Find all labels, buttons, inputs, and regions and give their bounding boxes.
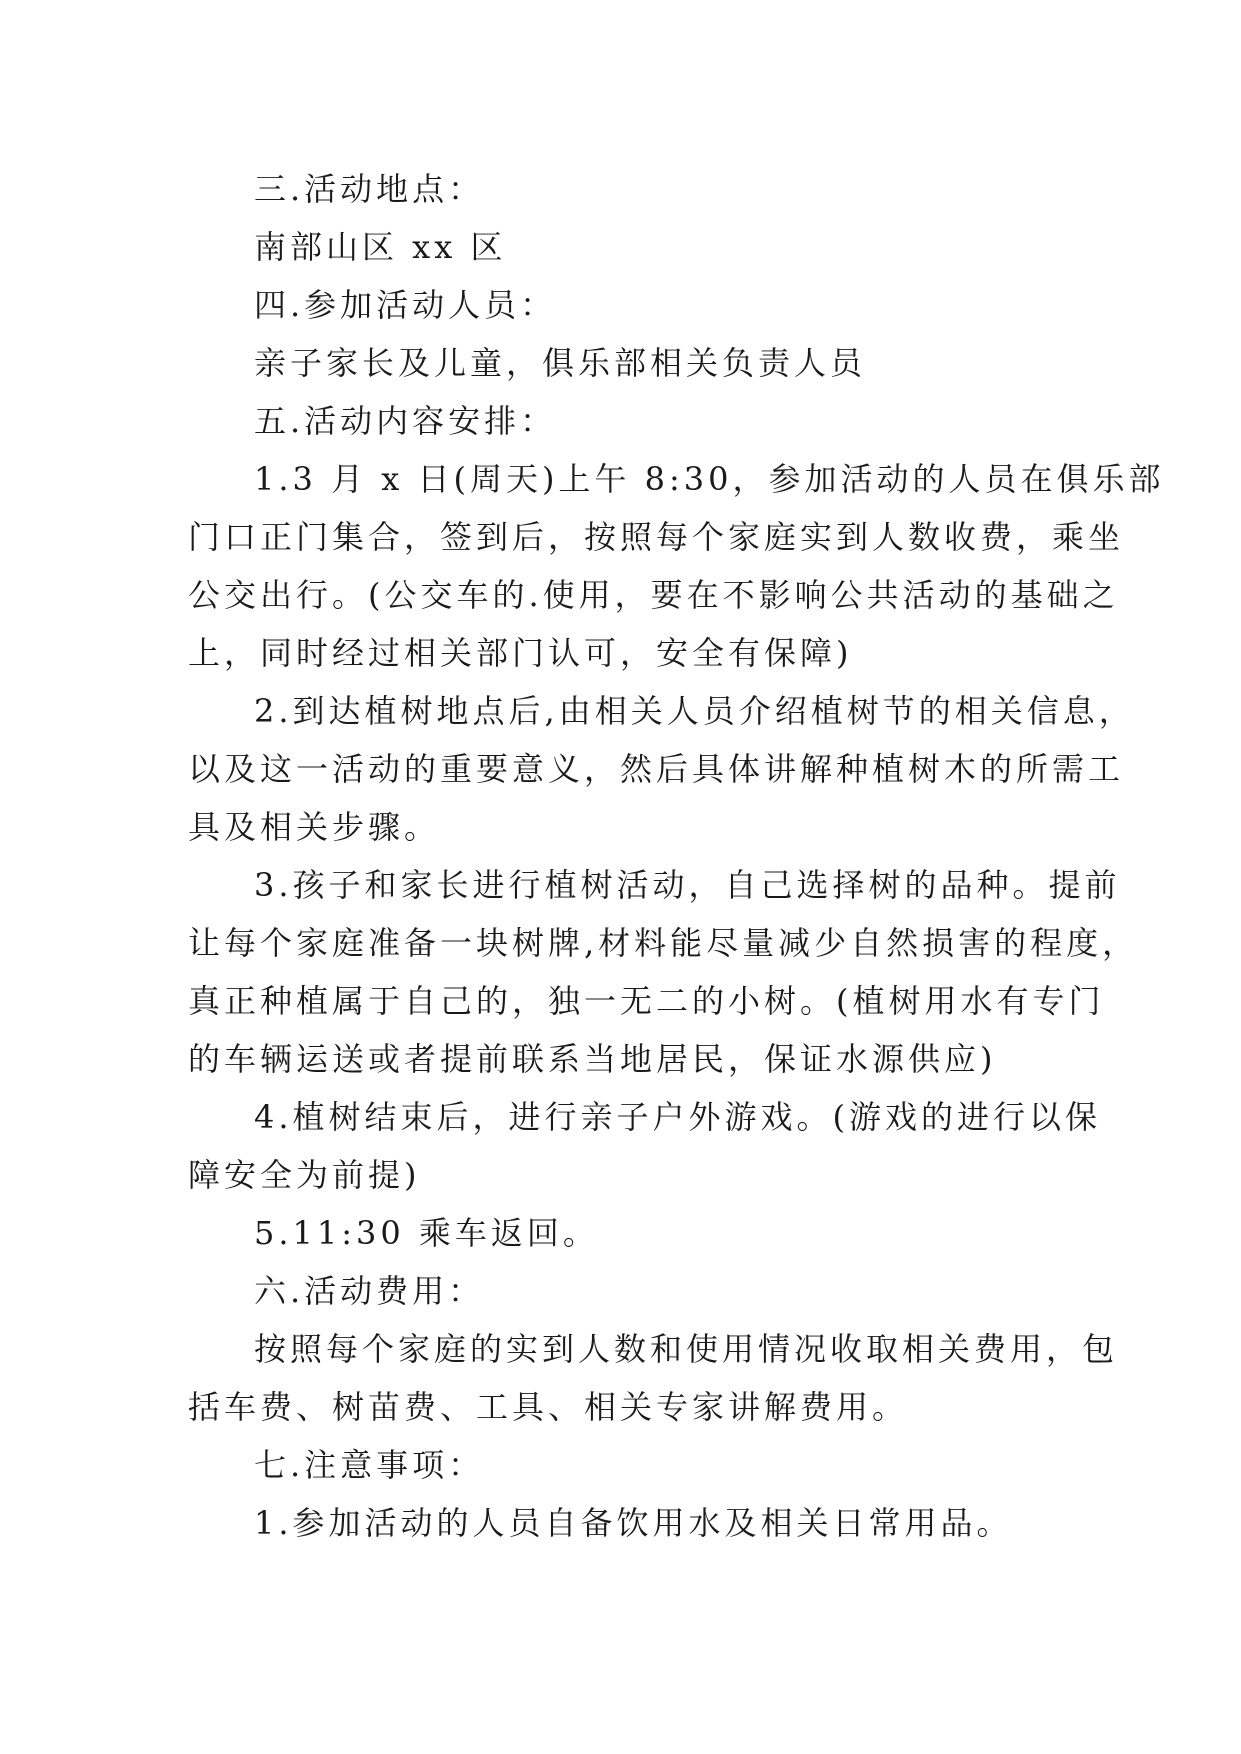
schedule-item-1-line-4: 上，同时经过相关部门认可，安全有保障) [188, 634, 853, 672]
schedule-item-3-line-2: 让每个家庭准备一块树牌,材料能尽量减少自然损害的程度， [188, 924, 1139, 962]
schedule-item-4-line-2: 障安全为前提) [188, 1156, 421, 1194]
schedule-item-1-line-1: 1.3 月 x 日(周天)上午 8:30，参加活动的人员在俱乐部 [254, 460, 1165, 498]
schedule-item-2-line-2: 以及这一活动的重要意义，然后具体讲解种植树木的所需工 [188, 750, 1125, 788]
schedule-item-1-line-2: 门口正门集合，签到后，按照每个家庭实到人数收费，乘坐 [188, 518, 1125, 556]
section-heading-fees: 六.活动费用： [254, 1272, 485, 1310]
schedule-item-1-line-3: 公交出行。(公交车的.使用，要在不影响公共活动的基础之 [188, 576, 1119, 614]
participants-text: 亲子家长及儿童，俱乐部相关负责人员 [254, 344, 867, 382]
section-heading-location: 三.活动地点： [254, 170, 485, 208]
schedule-item-3-line-4: 的车辆运送或者提前联系当地居民，保证水源供应) [188, 1040, 997, 1078]
schedule-item-2-line-1: 2.到达植树地点后,由相关人员介绍植树节的相关信息， [254, 692, 1135, 730]
fees-text-line-2: 括车费、树苗费、工具、相关专家讲解费用。 [188, 1388, 909, 1426]
schedule-item-4-line-1: 4.植树结束后，进行亲子户外游戏。(游戏的进行以保 [254, 1098, 1102, 1136]
notes-item-1: 1.参加活动的人员自备饮用水及相关日常用品。 [254, 1504, 1013, 1542]
document-body [188, 160, 1165, 1552]
section-heading-participants: 四.参加活动人员： [254, 286, 557, 324]
section-heading-schedule: 五.活动内容安排： [254, 402, 557, 440]
schedule-item-3-line-3: 真正种植属于自己的，独一无二的小树。(植树用水有专门 [188, 982, 1105, 1020]
schedule-item-2-line-3: 具及相关步骤。 [188, 808, 441, 846]
fees-text-line-1: 按照每个家庭的实到人数和使用情况收取相关费用，包 [254, 1330, 1119, 1368]
location-text: 南部山区 xx 区 [254, 228, 507, 266]
section-heading-notes: 七.注意事项： [254, 1446, 485, 1484]
schedule-item-3-line-1: 3.孩子和家长进行植树活动，自己选择树的品种。提前 [254, 866, 1121, 904]
schedule-item-5: 5.11:30 乘车返回。 [254, 1214, 599, 1252]
